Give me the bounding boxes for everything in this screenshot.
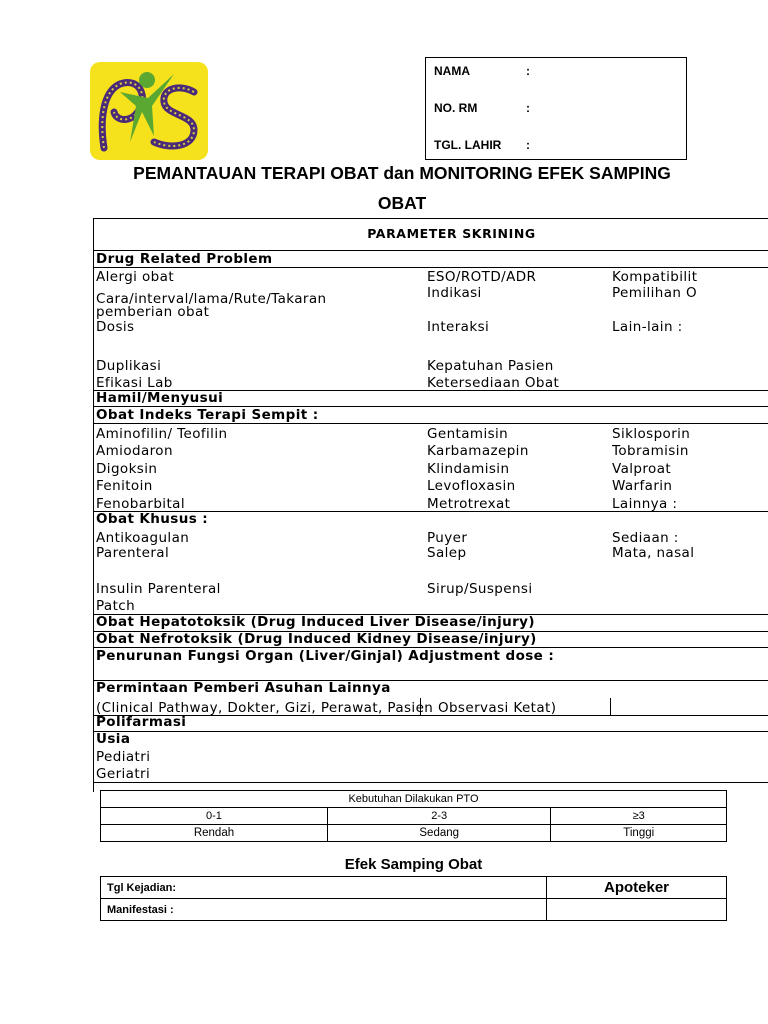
salep-label: Salep (427, 545, 467, 561)
polifarmasi-heading: Polifarmasi (96, 714, 187, 730)
dob-colon: : (526, 138, 530, 152)
pediatri-label: Pediatri (96, 749, 151, 765)
logo (90, 62, 208, 160)
obat-khusus-heading: Obat Khusus : (96, 511, 209, 527)
parenteral-label: Parenteral (96, 545, 170, 561)
pto-title: Kebutuhan Dilakukan PTO (101, 791, 727, 808)
dob-label: TGL. LAHIR (434, 138, 502, 152)
pto-level-mid: Sedang (327, 825, 550, 842)
eso-label: ESO/ROTD/ADR (427, 269, 537, 285)
screening-header: PARAMETER SKRINING (367, 226, 536, 241)
mata-label: Mata, nasal (612, 545, 695, 561)
penurunan-heading: Penurunan Fungsi Organ (Liver/Ginjal) Adjustment dose : (96, 648, 555, 664)
ketersediaan-label: Ketersediaan Obat (427, 375, 560, 391)
kepatuhan-label: Kepatuhan Pasien (427, 358, 554, 374)
digoksin-label: Digoksin (96, 461, 158, 477)
usia-heading: Usia (96, 731, 131, 747)
pto-range-mid: 2-3 (327, 808, 550, 825)
pto-range-high: ≥3 (551, 808, 727, 825)
pto-table (100, 790, 727, 842)
sediaan-label: Sediaan : (612, 530, 679, 546)
rm-colon: : (526, 101, 530, 115)
apoteker-signature-field (547, 899, 727, 921)
duplikasi-label: Duplikasi (96, 358, 162, 374)
rm-label: NO. RM (434, 101, 478, 115)
tobramisin-label: Tobramisin (612, 443, 689, 459)
valproat-label: Valproat (612, 461, 672, 477)
name-label: NAMA (434, 64, 470, 78)
pto-range-low: 0-1 (101, 808, 328, 825)
kompatibilitas-label: Kompatibilit (612, 269, 698, 285)
apoteker-label: Apoteker (547, 877, 727, 899)
interaksi-label: Interaksi (427, 319, 490, 335)
hepatotoksik-heading: Obat Hepatotoksik (Drug Induced Liver Disease/injury) (96, 614, 535, 630)
clinical-text: (Clinical Pathway, Dokter, Gizi, Perawat, Pasien Observasi Ketat) (96, 700, 557, 716)
permintaan-heading: Permintaan Pemberi Asuhan Lainnya (96, 680, 391, 696)
karbamazepin-label: Karbamazepin (427, 443, 529, 459)
patch-label: Patch (96, 598, 136, 614)
screening-section (93, 218, 768, 792)
drp-heading: Drug Related Problem (96, 251, 273, 267)
tgl-kejadian-label: Tgl Kejadian: (101, 877, 547, 899)
nefrotoksik-heading: Obat Nefrotoksik (Drug Induced Kidney Disease/injury) (96, 631, 537, 647)
cara-label-2: pemberian obat (96, 304, 210, 320)
logo-graphic (90, 62, 208, 160)
amiodaron-label: Amiodaron (96, 443, 173, 459)
siklosporin-label: Siklosporin (612, 426, 691, 442)
aminofilin-label: Aminofilin/ Teofilin (96, 426, 228, 442)
sirup-label: Sirup/Suspensi (427, 581, 533, 597)
page-title: PEMANTAUAN TERAPI OBAT dan MONITORING EFEK SAMPING (133, 163, 671, 183)
manifestasi-label: Manifestasi : (101, 899, 547, 921)
cara-label: Cara/interval/lama/Rute/Takaran (96, 291, 327, 307)
puyer-label: Puyer (427, 530, 468, 546)
metrotrexat-label: Metrotrexat (427, 496, 511, 512)
name-colon: : (526, 64, 530, 78)
alergi-label: Alergi obat (96, 269, 175, 285)
patient-info-box (425, 57, 687, 160)
eso-table (100, 876, 727, 921)
gentamisin-label: Gentamisin (427, 426, 509, 442)
warfarin-label: Warfarin (612, 478, 673, 494)
hamil-heading: Hamil/Menyusui (96, 390, 224, 406)
lainlain-label: Lain-lain : (612, 319, 683, 335)
fenobarbital-label: Fenobarbital (96, 496, 185, 512)
antikoagulan-label: Antikoagulan (96, 530, 190, 546)
pto-level-low: Rendah (101, 825, 328, 842)
page-title-line2: OBAT (377, 193, 427, 213)
fenitoin-label: Fenitoin (96, 478, 153, 494)
pto-level-high: Tinggi (551, 825, 727, 842)
obat-indeks-heading: Obat Indeks Terapi Sempit : (96, 407, 319, 423)
geriatri-label: Geriatri (96, 766, 151, 782)
levofloxasin-label: Levofloxasin (427, 478, 516, 494)
dosis-label: Dosis (96, 319, 135, 335)
efek-title: Efek Samping Obat (344, 856, 483, 873)
efikasi-label: Efikasi Lab (96, 375, 173, 391)
pemilihan-label: Pemilihan O (612, 285, 698, 301)
klindamisin-label: Klindamisin (427, 461, 510, 477)
insulin-label: Insulin Parenteral (96, 581, 221, 597)
indikasi-label: Indikasi (427, 285, 482, 301)
lainnya-label: Lainnya : (612, 496, 678, 512)
